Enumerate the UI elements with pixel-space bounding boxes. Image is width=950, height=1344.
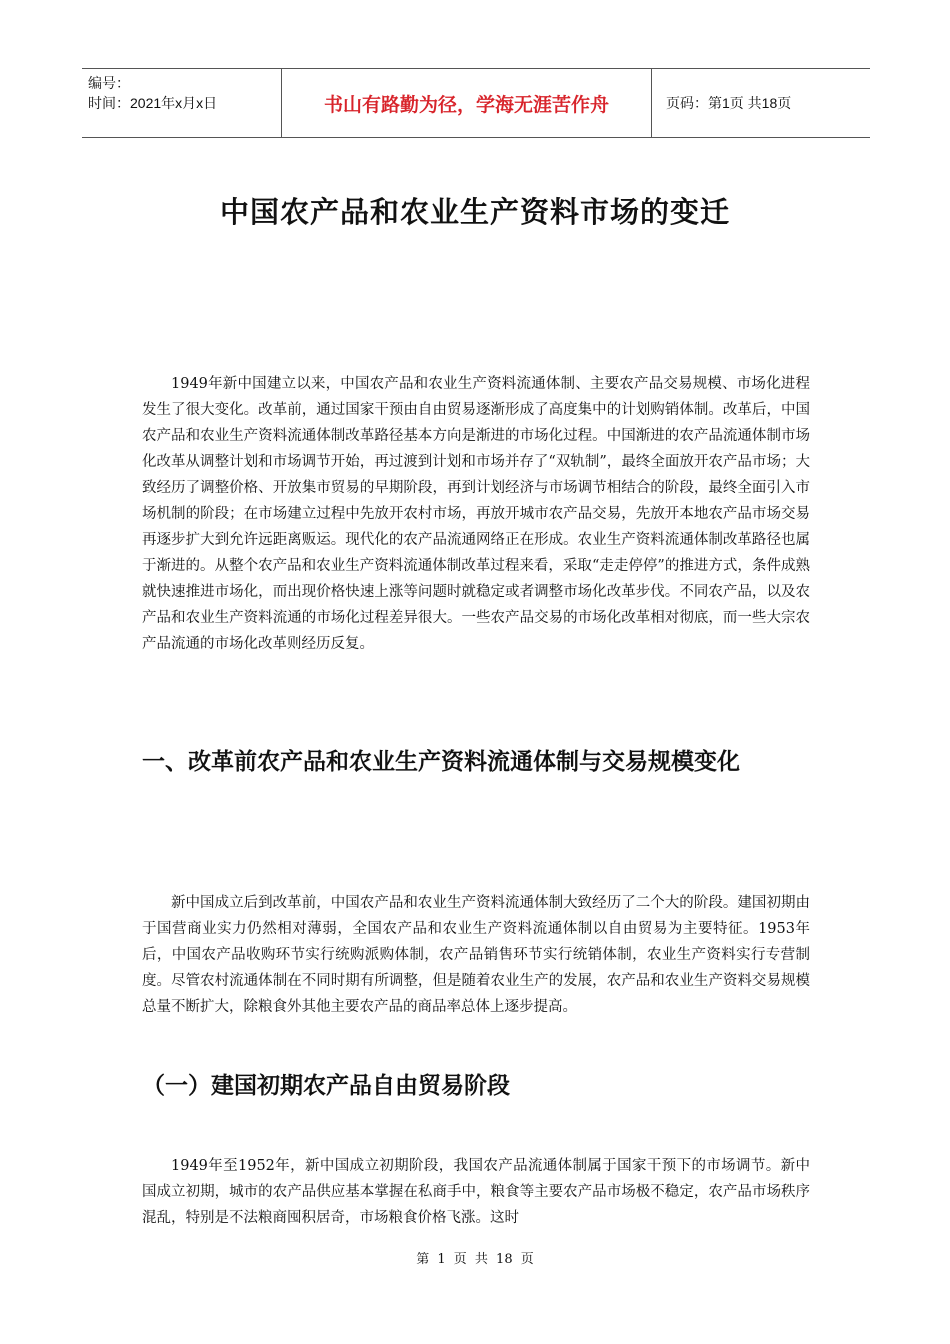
section-heading: 一、改革前农产品和农业生产资料流通体制与交易规模变化 <box>142 749 740 775</box>
document-time-label: 时间：2021年x月x日 <box>88 95 218 111</box>
document-title: 中国农产品和农业生产资料市场的变迁 <box>219 195 730 229</box>
header-page-info: 页码：第1页 共18页 <box>666 95 792 111</box>
section-paragraph: 新中国成立后到改革前，中国农产品和农业生产资料流通体制大致经历了二个大的阶段。建国初期由于国营商业实力仍然相对薄弱，全国农产品和农业生产资料流通体制以自由贸易为主要特征。1953年后，中国农产品收购环节实行统购派购体制，农产品销售环节实行统销体制，农业生产资料实行专营制度。尽管农村流通体制在不同时期有所调整，但是随着农业生产的发展，农产品和农业生产资料交易规模总量不断扩大，除粮食外其他主要农产品的商品率总体上逐步提高。 <box>142 895 810 1015</box>
header-motto: 书山有路勤为径，学海无涯苦作舟 <box>281 69 652 137</box>
document-number-label: 编号： <box>88 75 130 91</box>
subsection-heading: （一）建国初期农产品自由贸易阶段 <box>142 1073 510 1099</box>
document-header <box>82 68 870 138</box>
intro-paragraph: 1949年新中国建立以来，中国农产品和农业生产资料流通体制、主要农产品交易规模、市场化进程发生了很大变化。改革前，通过国家干预由自由贸易逐渐形成了高度集中的计划购销体制。改革后，中国农产品和农业生产资料流通体制改革路径基本方向是渐进的市场化过程。中国渐进的农产品流通体制市场化改革从调整计划和市场调节开始，再过渡到计划和市场并存了“双轨制”，最终全面放开农产品市场；大致经历了调整价格、开放集市贸易的早期阶段，再到计划经济与市场调节相结合的阶段，最终全面引入市场机制的阶段；在市场建立过程中先放开农村市场，再放开城市农产品交易，先放开本地农产品市场交易再逐步扩大到允许远距离贩运。现代化的农产品流通网络正在形成。农业生产资料流通体制改革路径也属于渐进的。从整个农产品和农业生产资料流通体制改革过程来看，采取“走走停停”的推进方式，条件成熟就快速推进市场化，而出现价格快速上涨等问题时就稳定或者调整市场化改革步伐。不同农产品，以及农产品和农业生产资料流通的市场化过程差异很大。一些农产品交易的市场化改革相对彻底，而一些大宗农产品流通的市场化改革则经历反复。 <box>142 376 810 652</box>
subsection-paragraph: 1949年至1952年，新中国成立初期阶段，我国农产品流通体制属于国家干预下的市场调节。新中国成立初期，城市的农产品供应基本掌握在私商手中，粮食等主要农产品市场极不稳定，农产品市场秩序混乱，特别是不法粮商囤积居奇，市场粮食价格飞涨。这时 <box>142 1158 810 1226</box>
header-meta-cell <box>82 69 281 137</box>
page-footer: 第 1 页 共 18 页 <box>416 1252 534 1267</box>
